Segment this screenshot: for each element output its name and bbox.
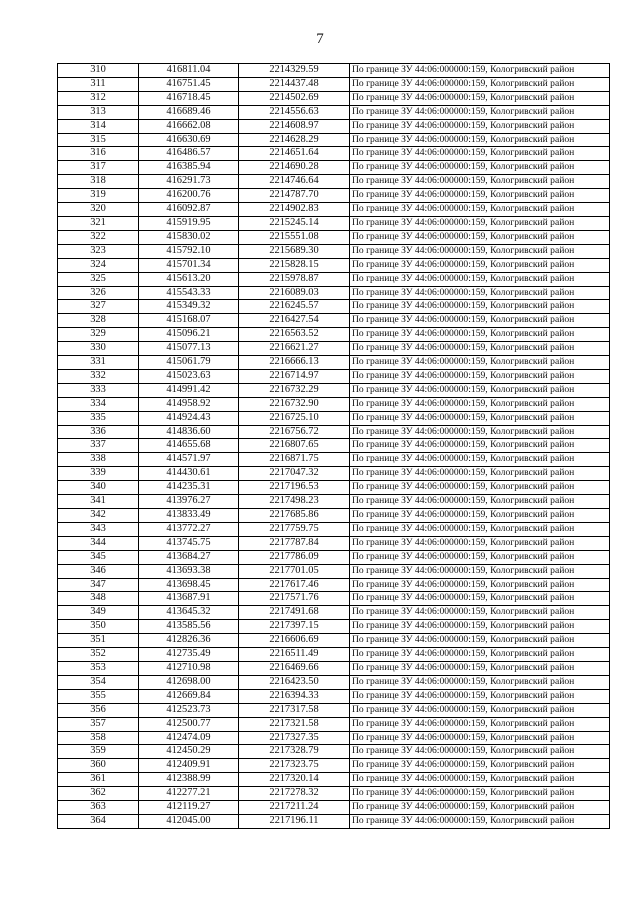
boundary-description-cell: По границе ЗУ 44:06:000000:159, Кологривский район <box>350 244 610 258</box>
point-number-cell: 323 <box>58 244 139 258</box>
x-coordinate-cell: 413684.27 <box>139 550 239 564</box>
boundary-description-cell: По границе ЗУ 44:06:000000:159, Кологривский район <box>350 383 610 397</box>
boundary-description-cell: По границе ЗУ 44:06:000000:159, Кологривский район <box>350 801 610 815</box>
boundary-description-cell: По границе ЗУ 44:06:000000:159, Кологривский район <box>350 522 610 536</box>
x-coordinate-cell: 412388.99 <box>139 773 239 787</box>
point-number-cell: 326 <box>58 286 139 300</box>
table-row <box>58 216 610 230</box>
point-number-cell: 349 <box>58 606 139 620</box>
x-coordinate-cell: 416751.45 <box>139 77 239 91</box>
table-row <box>58 411 610 425</box>
point-number-cell: 357 <box>58 717 139 731</box>
table-row <box>58 787 610 801</box>
table-row <box>58 77 610 91</box>
boundary-description-cell: По границе ЗУ 44:06:000000:159, Кологривский район <box>350 717 610 731</box>
table-row <box>58 522 610 536</box>
boundary-description-cell: По границе ЗУ 44:06:000000:159, Кологривский район <box>350 328 610 342</box>
point-number-cell: 341 <box>58 495 139 509</box>
y-coordinate-cell: 2216423.50 <box>239 675 350 689</box>
x-coordinate-cell: 412710.98 <box>139 661 239 675</box>
x-coordinate-cell: 415830.02 <box>139 230 239 244</box>
y-coordinate-cell: 2217327.35 <box>239 731 350 745</box>
point-number-cell: 317 <box>58 161 139 175</box>
x-coordinate-cell: 416718.45 <box>139 91 239 105</box>
point-number-cell: 320 <box>58 203 139 217</box>
x-coordinate-cell: 416200.76 <box>139 189 239 203</box>
point-number-cell: 351 <box>58 634 139 648</box>
table-row <box>58 397 610 411</box>
boundary-description-cell: По границе ЗУ 44:06:000000:159, Кологривский район <box>350 634 610 648</box>
point-number-cell: 364 <box>58 814 139 828</box>
point-number-cell: 310 <box>58 64 139 78</box>
point-number-cell: 350 <box>58 620 139 634</box>
point-number-cell: 311 <box>58 77 139 91</box>
x-coordinate-cell: 412669.84 <box>139 689 239 703</box>
x-coordinate-cell: 412474.09 <box>139 731 239 745</box>
x-coordinate-cell: 415168.07 <box>139 314 239 328</box>
boundary-description-cell: По границе ЗУ 44:06:000000:159, Кологривский район <box>350 787 610 801</box>
boundary-description-cell: По границе ЗУ 44:06:000000:159, Кологривский район <box>350 689 610 703</box>
boundary-description-cell: По границе ЗУ 44:06:000000:159, Кологривский район <box>350 745 610 759</box>
table-row <box>58 675 610 689</box>
table-row <box>58 648 610 662</box>
boundary-description-cell: По границе ЗУ 44:06:000000:159, Кологривский район <box>350 675 610 689</box>
table-row <box>58 481 610 495</box>
coordinates-table-body <box>58 64 610 829</box>
point-number-cell: 315 <box>58 133 139 147</box>
x-coordinate-cell: 413698.45 <box>139 578 239 592</box>
point-number-cell: 328 <box>58 314 139 328</box>
y-coordinate-cell: 2216245.57 <box>239 300 350 314</box>
y-coordinate-cell: 2217317.58 <box>239 703 350 717</box>
point-number-cell: 353 <box>58 661 139 675</box>
point-number-cell: 335 <box>58 411 139 425</box>
x-coordinate-cell: 415613.20 <box>139 272 239 286</box>
table-row <box>58 814 610 828</box>
y-coordinate-cell: 2217787.84 <box>239 536 350 550</box>
y-coordinate-cell: 2217321.58 <box>239 717 350 731</box>
x-coordinate-cell: 415096.21 <box>139 328 239 342</box>
boundary-description-cell: По границе ЗУ 44:06:000000:159, Кологривский район <box>350 300 610 314</box>
point-number-cell: 338 <box>58 453 139 467</box>
table-row <box>58 161 610 175</box>
y-coordinate-cell: 2214437.48 <box>239 77 350 91</box>
y-coordinate-cell: 2217397.15 <box>239 620 350 634</box>
table-row <box>58 203 610 217</box>
point-number-cell: 358 <box>58 731 139 745</box>
x-coordinate-cell: 415543.33 <box>139 286 239 300</box>
boundary-description-cell: По границе ЗУ 44:06:000000:159, Кологривский район <box>350 453 610 467</box>
y-coordinate-cell: 2217498.23 <box>239 495 350 509</box>
boundary-description-cell: По границе ЗУ 44:06:000000:159, Кологривский район <box>350 342 610 356</box>
y-coordinate-cell: 2217701.05 <box>239 564 350 578</box>
boundary-description-cell: По границе ЗУ 44:06:000000:159, Кологривский район <box>350 105 610 119</box>
point-number-cell: 321 <box>58 216 139 230</box>
boundary-description-cell: По границе ЗУ 44:06:000000:159, Кологривский район <box>350 411 610 425</box>
boundary-description-cell: По границе ЗУ 44:06:000000:159, Кологривский район <box>350 592 610 606</box>
table-row <box>58 801 610 815</box>
x-coordinate-cell: 412277.21 <box>139 787 239 801</box>
x-coordinate-cell: 412045.00 <box>139 814 239 828</box>
point-number-cell: 322 <box>58 230 139 244</box>
table-row <box>58 258 610 272</box>
table-row <box>58 244 610 258</box>
y-coordinate-cell: 2217196.53 <box>239 481 350 495</box>
table-row <box>58 105 610 119</box>
y-coordinate-cell: 2217685.86 <box>239 509 350 523</box>
y-coordinate-cell: 2214690.28 <box>239 161 350 175</box>
table-row <box>58 717 610 731</box>
x-coordinate-cell: 416662.08 <box>139 119 239 133</box>
x-coordinate-cell: 412119.27 <box>139 801 239 815</box>
table-row <box>58 369 610 383</box>
table-row <box>58 661 610 675</box>
point-number-cell: 332 <box>58 369 139 383</box>
y-coordinate-cell: 2216732.29 <box>239 383 350 397</box>
y-coordinate-cell: 2214608.97 <box>239 119 350 133</box>
boundary-description-cell: По границе ЗУ 44:06:000000:159, Кологривский район <box>350 189 610 203</box>
x-coordinate-cell: 415919.95 <box>139 216 239 230</box>
y-coordinate-cell: 2216621.27 <box>239 342 350 356</box>
point-number-cell: 336 <box>58 425 139 439</box>
x-coordinate-cell: 414836.60 <box>139 425 239 439</box>
y-coordinate-cell: 2215551.08 <box>239 230 350 244</box>
table-row <box>58 230 610 244</box>
table-row <box>58 620 610 634</box>
boundary-description-cell: По границе ЗУ 44:06:000000:159, Кологривский район <box>350 133 610 147</box>
y-coordinate-cell: 2217571.76 <box>239 592 350 606</box>
boundary-description-cell: По границе ЗУ 44:06:000000:159, Кологривский район <box>350 119 610 133</box>
point-number-cell: 316 <box>58 147 139 161</box>
point-number-cell: 324 <box>58 258 139 272</box>
table-row <box>58 91 610 105</box>
x-coordinate-cell: 414924.43 <box>139 411 239 425</box>
table-row <box>58 425 610 439</box>
table-row <box>58 147 610 161</box>
x-coordinate-cell: 416689.46 <box>139 105 239 119</box>
table-row <box>58 64 610 78</box>
boundary-description-cell: По границе ЗУ 44:06:000000:159, Кологривский район <box>350 258 610 272</box>
boundary-description-cell: По границе ЗУ 44:06:000000:159, Кологривский район <box>350 272 610 286</box>
table-row <box>58 300 610 314</box>
point-number-cell: 314 <box>58 119 139 133</box>
point-number-cell: 333 <box>58 383 139 397</box>
boundary-description-cell: По границе ЗУ 44:06:000000:159, Кологривский район <box>350 286 610 300</box>
x-coordinate-cell: 412409.91 <box>139 759 239 773</box>
boundary-description-cell: По границе ЗУ 44:06:000000:159, Кологривский район <box>350 564 610 578</box>
boundary-description-cell: По границе ЗУ 44:06:000000:159, Кологривский район <box>350 91 610 105</box>
point-number-cell: 352 <box>58 648 139 662</box>
y-coordinate-cell: 2216394.33 <box>239 689 350 703</box>
table-row <box>58 328 610 342</box>
table-row <box>58 453 610 467</box>
table-row <box>58 272 610 286</box>
point-number-cell: 325 <box>58 272 139 286</box>
y-coordinate-cell: 2217617.46 <box>239 578 350 592</box>
boundary-description-cell: По границе ЗУ 44:06:000000:159, Кологривский район <box>350 439 610 453</box>
table-row <box>58 342 610 356</box>
boundary-description-cell: По границе ЗУ 44:06:000000:159, Кологривский район <box>350 606 610 620</box>
point-number-cell: 346 <box>58 564 139 578</box>
y-coordinate-cell: 2216807.65 <box>239 439 350 453</box>
boundary-description-cell: По границе ЗУ 44:06:000000:159, Кологривский район <box>350 481 610 495</box>
boundary-description-cell: По границе ЗУ 44:06:000000:159, Кологривский район <box>350 77 610 91</box>
point-number-cell: 331 <box>58 356 139 370</box>
x-coordinate-cell: 413585.56 <box>139 620 239 634</box>
boundary-description-cell: По границе ЗУ 44:06:000000:159, Кологривский район <box>350 203 610 217</box>
x-coordinate-cell: 412735.49 <box>139 648 239 662</box>
x-coordinate-cell: 414655.68 <box>139 439 239 453</box>
table-row <box>58 314 610 328</box>
y-coordinate-cell: 2216511.49 <box>239 648 350 662</box>
point-number-cell: 334 <box>58 397 139 411</box>
x-coordinate-cell: 415061.79 <box>139 356 239 370</box>
point-number-cell: 356 <box>58 703 139 717</box>
table-row <box>58 564 610 578</box>
point-number-cell: 347 <box>58 578 139 592</box>
table-row <box>58 119 610 133</box>
point-number-cell: 318 <box>58 175 139 189</box>
x-coordinate-cell: 412826.36 <box>139 634 239 648</box>
x-coordinate-cell: 415077.13 <box>139 342 239 356</box>
x-coordinate-cell: 416630.69 <box>139 133 239 147</box>
x-coordinate-cell: 416811.04 <box>139 64 239 78</box>
y-coordinate-cell: 2217328.79 <box>239 745 350 759</box>
table-row <box>58 356 610 370</box>
y-coordinate-cell: 2214329.59 <box>239 64 350 78</box>
boundary-description-cell: По границе ЗУ 44:06:000000:159, Кологривский район <box>350 550 610 564</box>
x-coordinate-cell: 413772.27 <box>139 522 239 536</box>
y-coordinate-cell: 2216871.75 <box>239 453 350 467</box>
boundary-description-cell: По границе ЗУ 44:06:000000:159, Кологривский район <box>350 314 610 328</box>
boundary-description-cell: По границе ЗУ 44:06:000000:159, Кологривский район <box>350 620 610 634</box>
point-number-cell: 359 <box>58 745 139 759</box>
x-coordinate-cell: 414235.31 <box>139 481 239 495</box>
x-coordinate-cell: 413693.38 <box>139 564 239 578</box>
boundary-description-cell: По границе ЗУ 44:06:000000:159, Кологривский район <box>350 230 610 244</box>
table-row <box>58 689 610 703</box>
y-coordinate-cell: 2216756.72 <box>239 425 350 439</box>
point-number-cell: 354 <box>58 675 139 689</box>
x-coordinate-cell: 413976.27 <box>139 495 239 509</box>
point-number-cell: 348 <box>58 592 139 606</box>
boundary-description-cell: По границе ЗУ 44:06:000000:159, Кологривский район <box>350 175 610 189</box>
y-coordinate-cell: 2217278.32 <box>239 787 350 801</box>
x-coordinate-cell: 413833.49 <box>139 509 239 523</box>
point-number-cell: 330 <box>58 342 139 356</box>
table-row <box>58 133 610 147</box>
point-number-cell: 343 <box>58 522 139 536</box>
y-coordinate-cell: 2217047.32 <box>239 467 350 481</box>
point-number-cell: 362 <box>58 787 139 801</box>
boundary-description-cell: По границе ЗУ 44:06:000000:159, Кологривский район <box>350 731 610 745</box>
table-row <box>58 759 610 773</box>
x-coordinate-cell: 416385.94 <box>139 161 239 175</box>
boundary-description-cell: По границе ЗУ 44:06:000000:159, Кологривский район <box>350 216 610 230</box>
boundary-description-cell: По границе ЗУ 44:06:000000:159, Кологривский район <box>350 661 610 675</box>
table-row <box>58 189 610 203</box>
boundary-description-cell: По границе ЗУ 44:06:000000:159, Кологривский район <box>350 759 610 773</box>
y-coordinate-cell: 2214556.63 <box>239 105 350 119</box>
x-coordinate-cell: 412523.73 <box>139 703 239 717</box>
table-row <box>58 439 610 453</box>
boundary-description-cell: По границе ЗУ 44:06:000000:159, Кологривский район <box>350 703 610 717</box>
y-coordinate-cell: 2217491.68 <box>239 606 350 620</box>
page-number: 7 <box>316 31 324 47</box>
y-coordinate-cell: 2217759.75 <box>239 522 350 536</box>
y-coordinate-cell: 2215978.87 <box>239 272 350 286</box>
boundary-description-cell: По границе ЗУ 44:06:000000:159, Кологривский район <box>350 578 610 592</box>
x-coordinate-cell: 413645.32 <box>139 606 239 620</box>
y-coordinate-cell: 2216606.69 <box>239 634 350 648</box>
point-number-cell: 339 <box>58 467 139 481</box>
boundary-description-cell: По границе ЗУ 44:06:000000:159, Кологривский район <box>350 425 610 439</box>
table-row <box>58 550 610 564</box>
x-coordinate-cell: 412698.00 <box>139 675 239 689</box>
y-coordinate-cell: 2215689.30 <box>239 244 350 258</box>
x-coordinate-cell: 416486.57 <box>139 147 239 161</box>
boundary-description-cell: По границе ЗУ 44:06:000000:159, Кологривский район <box>350 161 610 175</box>
point-number-cell: 327 <box>58 300 139 314</box>
x-coordinate-cell: 415701.34 <box>139 258 239 272</box>
table-row <box>58 703 610 717</box>
boundary-description-cell: По границе ЗУ 44:06:000000:159, Кологривский район <box>350 467 610 481</box>
boundary-description-cell: По границе ЗУ 44:06:000000:159, Кологривский район <box>350 814 610 828</box>
point-number-cell: 313 <box>58 105 139 119</box>
table-row <box>58 634 610 648</box>
x-coordinate-cell: 415349.32 <box>139 300 239 314</box>
point-number-cell: 363 <box>58 801 139 815</box>
table-row <box>58 383 610 397</box>
y-coordinate-cell: 2214746.64 <box>239 175 350 189</box>
boundary-description-cell: По границе ЗУ 44:06:000000:159, Кологривский район <box>350 147 610 161</box>
y-coordinate-cell: 2217323.75 <box>239 759 350 773</box>
x-coordinate-cell: 416092.87 <box>139 203 239 217</box>
point-number-cell: 329 <box>58 328 139 342</box>
x-coordinate-cell: 413745.75 <box>139 536 239 550</box>
y-coordinate-cell: 2216732.90 <box>239 397 350 411</box>
table-row <box>58 773 610 787</box>
y-coordinate-cell: 2216427.54 <box>239 314 350 328</box>
table-row <box>58 536 610 550</box>
x-coordinate-cell: 414958.92 <box>139 397 239 411</box>
boundary-description-cell: По границе ЗУ 44:06:000000:159, Кологривский район <box>350 495 610 509</box>
boundary-description-cell: По границе ЗУ 44:06:000000:159, Кологривский район <box>350 536 610 550</box>
point-number-cell: 345 <box>58 550 139 564</box>
point-number-cell: 344 <box>58 536 139 550</box>
table-row <box>58 592 610 606</box>
y-coordinate-cell: 2214651.64 <box>239 147 350 161</box>
x-coordinate-cell: 414571.97 <box>139 453 239 467</box>
y-coordinate-cell: 2216666.13 <box>239 356 350 370</box>
y-coordinate-cell: 2216563.52 <box>239 328 350 342</box>
y-coordinate-cell: 2216469.66 <box>239 661 350 675</box>
table-row <box>58 731 610 745</box>
coordinates-table <box>57 63 610 829</box>
point-number-cell: 340 <box>58 481 139 495</box>
table-row <box>58 509 610 523</box>
point-number-cell: 319 <box>58 189 139 203</box>
y-coordinate-cell: 2216089.03 <box>239 286 350 300</box>
boundary-description-cell: По границе ЗУ 44:06:000000:159, Кологривский район <box>350 397 610 411</box>
y-coordinate-cell: 2216725.10 <box>239 411 350 425</box>
table-row <box>58 175 610 189</box>
table-row <box>58 286 610 300</box>
point-number-cell: 312 <box>58 91 139 105</box>
boundary-description-cell: По границе ЗУ 44:06:000000:159, Кологривский район <box>350 509 610 523</box>
boundary-description-cell: По границе ЗУ 44:06:000000:159, Кологривский район <box>350 64 610 78</box>
x-coordinate-cell: 412450.29 <box>139 745 239 759</box>
point-number-cell: 337 <box>58 439 139 453</box>
boundary-description-cell: По границе ЗУ 44:06:000000:159, Кологривский район <box>350 773 610 787</box>
x-coordinate-cell: 414430.61 <box>139 467 239 481</box>
point-number-cell: 360 <box>58 759 139 773</box>
table-row <box>58 467 610 481</box>
x-coordinate-cell: 415792.10 <box>139 244 239 258</box>
boundary-description-cell: По границе ЗУ 44:06:000000:159, Кологривский район <box>350 369 610 383</box>
boundary-description-cell: По границе ЗУ 44:06:000000:159, Кологривский район <box>350 648 610 662</box>
y-coordinate-cell: 2214902.83 <box>239 203 350 217</box>
x-coordinate-cell: 414991.42 <box>139 383 239 397</box>
table-row <box>58 606 610 620</box>
point-number-cell: 361 <box>58 773 139 787</box>
x-coordinate-cell: 416291.73 <box>139 175 239 189</box>
boundary-description-cell: По границе ЗУ 44:06:000000:159, Кологривский район <box>350 356 610 370</box>
y-coordinate-cell: 2215828.15 <box>239 258 350 272</box>
y-coordinate-cell: 2214502.69 <box>239 91 350 105</box>
y-coordinate-cell: 2217211.24 <box>239 801 350 815</box>
y-coordinate-cell: 2217320.14 <box>239 773 350 787</box>
x-coordinate-cell: 415023.63 <box>139 369 239 383</box>
table-row <box>58 745 610 759</box>
y-coordinate-cell: 2214628.29 <box>239 133 350 147</box>
point-number-cell: 355 <box>58 689 139 703</box>
point-number-cell: 342 <box>58 509 139 523</box>
y-coordinate-cell: 2217196.11 <box>239 814 350 828</box>
x-coordinate-cell: 413687.91 <box>139 592 239 606</box>
y-coordinate-cell: 2217786.09 <box>239 550 350 564</box>
x-coordinate-cell: 412500.77 <box>139 717 239 731</box>
table-row <box>58 495 610 509</box>
y-coordinate-cell: 2215245.14 <box>239 216 350 230</box>
table-row <box>58 578 610 592</box>
y-coordinate-cell: 2216714.97 <box>239 369 350 383</box>
y-coordinate-cell: 2214787.70 <box>239 189 350 203</box>
